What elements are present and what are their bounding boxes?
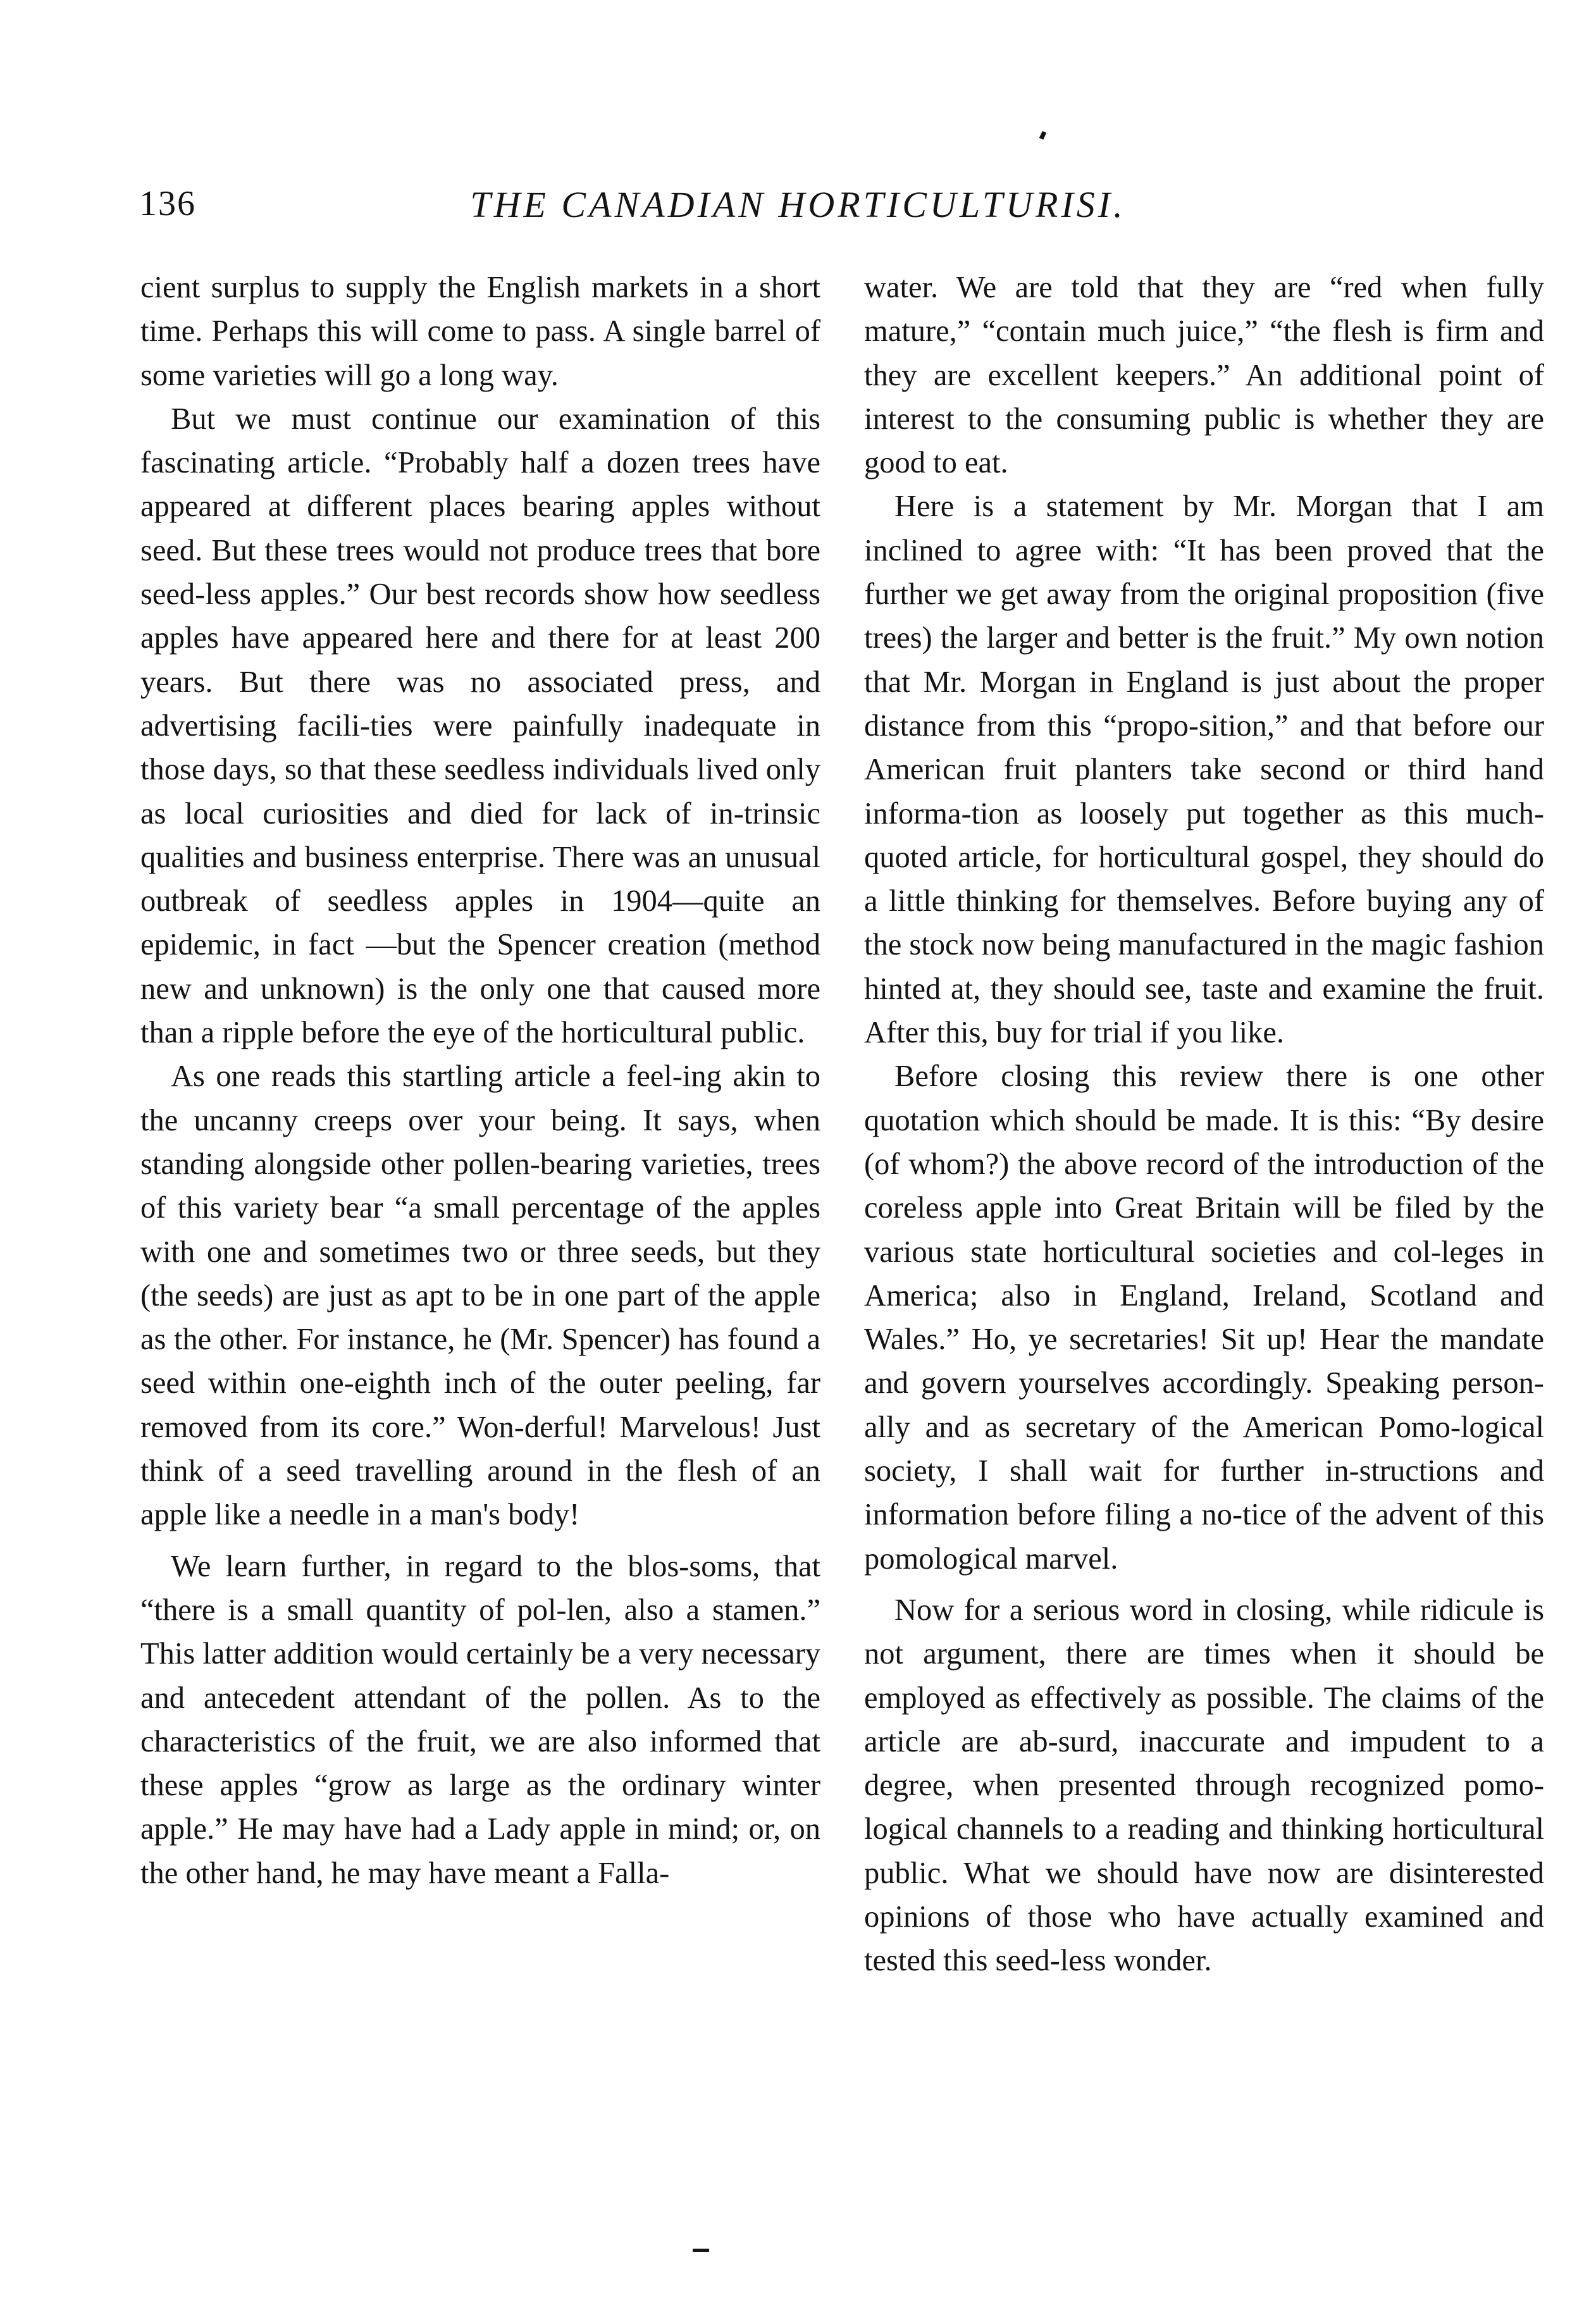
page-number: 136 [139, 184, 196, 223]
footer-dash [693, 2249, 709, 2252]
right-column [864, 266, 1544, 2163]
running-title: THE CANADIAN HORTICULTURISI. [470, 184, 1126, 225]
paragraph: But we must continue our examination of this fascinating article. “Probably half a dozen trees have appeared at different places bearing apples without seed. But these trees would not produce trees that bore seed-less apples.” Our best records show how seedless apples have appeared here and there for at least 200 years. But there was no associated press, and advertising facili-ties were painfully inadequate in those days, so that these seedless individuals lived only as local curiosities and died for lack of in-trinsic qualities and business enterprise. There was an unusual outbreak of seedless apples in 1904—quite an epidemic, in fact —but the Spencer creation (method new and unknown) is the only one that caused more than a ripple before the eye of the horticultural public. [140, 402, 820, 1050]
left-column [140, 266, 820, 2163]
paragraph: Now for a serious word in closing, while ridicule is not argument, there are times when it should be employed as effectively as possible. The claims of the article are ab-surd, inaccurate and impudent to a degree, when presented through recognized pomo-logical channels to a reading and thinking horticultural public. What we should have now are disinterested opinions of those who have actually examined and tested this seed-less wonder. [864, 1593, 1544, 1978]
paragraph: cient surplus to supply the English markets in a short time. Perhaps this will come to pass. A single barrel of some varieties will go a long way. [140, 271, 820, 392]
paragraph: Here is a statement by Mr. Morgan that I am inclined to agree with: “It has been proved that the further we get away from the original proposition (five trees) the larger and better is the fruit.” My own notion that Mr. Morgan in England is just about the proper distance from this “propo-sition,” and that before our American fruit planters take second or third hand informa-tion as loosely put together as this much-quoted article, for horticultural gospel, they should do a little thinking for themselves. Before buying any of the stock now being manufactured in the magic fashion hinted at, they should see, taste and examine the fruit. After this, buy for trial if you like. [864, 490, 1544, 1050]
ink-speck [1039, 131, 1046, 140]
page-header [0, 183, 1596, 234]
paragraph: We learn further, in regard to the blos-soms, that “there is a small quantity of pol-len, also a stamen.” This latter addition would certainly be a very necessary and antecedent attendant of the pollen. As to the characteristics of the fruit, we are also informed that these apples “grow as large as the ordinary winter apple.” He may have had a Lady apple in mind; or, on the other hand, he may have meant a Falla- [140, 1549, 820, 1890]
paragraph: water. We are told that they are “red when fully mature,” “contain much juice,” “the flesh is firm and they are excellent keepers.” An additional point of interest to the consuming public is whether they are good to eat. [864, 271, 1544, 480]
paragraph: Before closing this review there is one other quotation which should be made. It is this: “By desire (of whom?) the above record of the introduction of the coreless apple into Great Britain will be filed by the various state horticultural societies and col-leges in America; also in England, Ireland, Scotland and Wales.” Ho, ye secretaries! Sit up! Hear the mandate and govern yourselves accordingly. Speaking person-ally and as secretary of the American Pomo-logical society, I shall wait for further in-structions and information before filing a no-tice of the advent of this pomological marvel. [864, 1059, 1544, 1576]
paragraph: As one reads this startling article a feel-ing akin to the uncanny creeps over your being. It says, when standing alongside other pollen-bearing varieties, trees of this variety bear “a small percentage of the apples with one and sometimes two or three seeds, but they (the seeds) are just as apt to be in one part of the apple as the other. For instance, he (Mr. Spencer) has found a seed within one-eighth inch of the outer peeling, far removed from its core.” Won-derful! Marvelous! Just think of a seed travelling around in the flesh of an apple like a needle in a man's body! [140, 1059, 820, 1532]
